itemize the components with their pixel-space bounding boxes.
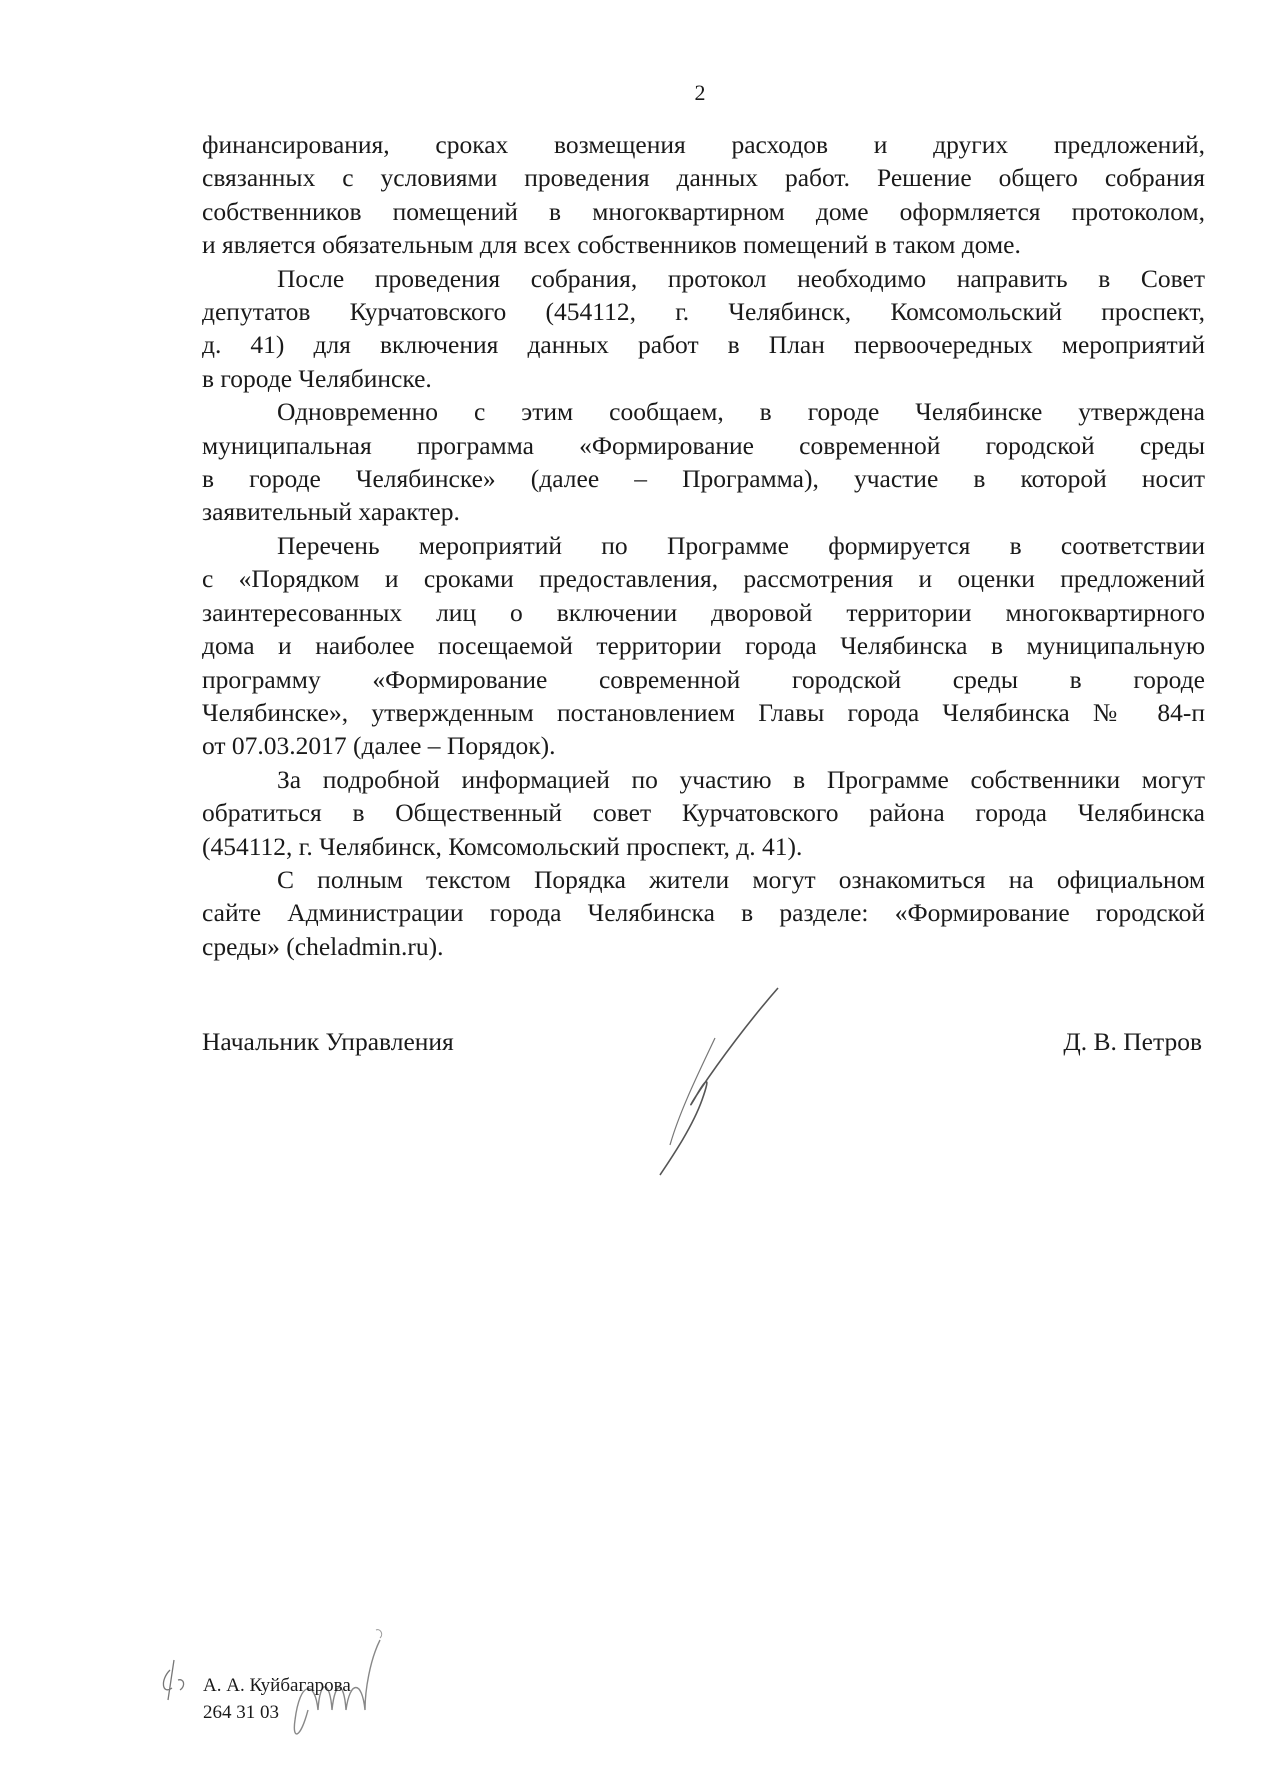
paragraph: [202, 763, 1205, 863]
text-line: в городе Челябинске» (далее – Программа), участие в которой носит: [202, 464, 1205, 494]
signatory-title: Начальник Управления: [202, 1027, 454, 1056]
text-line: связанных с условиями проведения данных работ. Решение общего собрания: [202, 163, 1205, 193]
paragraph: [202, 529, 1205, 763]
handwritten-signature: [640, 980, 790, 1180]
text-line: заявительный характер.: [202, 497, 460, 527]
text-line: д. 41) для включения данных работ в План первоочередных мероприятий: [202, 330, 1205, 360]
text-line: с «Порядком и сроками предоставления, рассмотрения и оценки предложений: [202, 564, 1205, 594]
text-line: от 07.03.2017 (далее – Порядок).: [202, 731, 556, 761]
executor-name: А. А. Куйбагарова: [203, 1675, 351, 1696]
text-line: заинтересованных лиц о включении дворовой территории многоквартирного: [202, 597, 1205, 627]
executor-phone: 264 31 03: [203, 1702, 279, 1723]
paragraph: [202, 262, 1205, 396]
text-line: Перечень мероприятий по Программе формируется в соответствии: [277, 530, 1205, 560]
text-line: финансирования, сроках возмещения расходов и других предложений,: [202, 130, 1205, 159]
text-line: (454112, г. Челябинск, Комсомольский проспект, д. 41).: [202, 831, 803, 861]
text-line: Челябинске», утвержденным постановлением Главы города Челябинска № 84-п: [202, 697, 1205, 727]
text-line: программу «Формирование современной городской среды в городе: [202, 664, 1205, 694]
text-line: сайте Администрации города Челябинска в разделе: «Формирование городской: [202, 898, 1205, 928]
page-number: 2: [694, 80, 706, 105]
text-line: муниципальная программа «Формирование современной городской среды: [202, 430, 1205, 460]
text-line: дома и наиболее посещаемой территории города Челябинска в муниципальную: [202, 631, 1205, 661]
paragraph: [202, 128, 1205, 262]
text-line: в городе Челябинске.: [202, 363, 432, 393]
text-line: обратиться в Общественный совет Курчатовского района города Челябинска: [202, 798, 1205, 828]
letter-body: [202, 128, 1205, 963]
text-line: собственников помещений в многоквартирном доме оформляется протоколом,: [202, 196, 1205, 226]
text-line: После проведения собрания, протокол необходимо направить в Совет: [277, 263, 1205, 293]
paragraph: [202, 395, 1205, 529]
text-line: депутатов Курчатовского (454112, г. Челябинск, Комсомольский проспект,: [202, 297, 1205, 327]
executor-info: [203, 1672, 351, 1726]
signatory-name: Д. В. Петров: [1063, 1027, 1202, 1056]
text-line: среды» (cheladmin.ru).: [202, 931, 444, 961]
paragraph: [202, 863, 1205, 963]
text-line: С полным текстом Порядка жители могут ознакомиться на официальном: [277, 864, 1205, 894]
text-line: Одновременно с этим сообщаем, в городе Челябинске утверждена: [277, 397, 1205, 427]
text-line: и является обязательным для всех собственников помещений в таком доме.: [202, 230, 1021, 260]
text-line: За подробной информацией по участию в Программе собственники могут: [277, 764, 1205, 794]
